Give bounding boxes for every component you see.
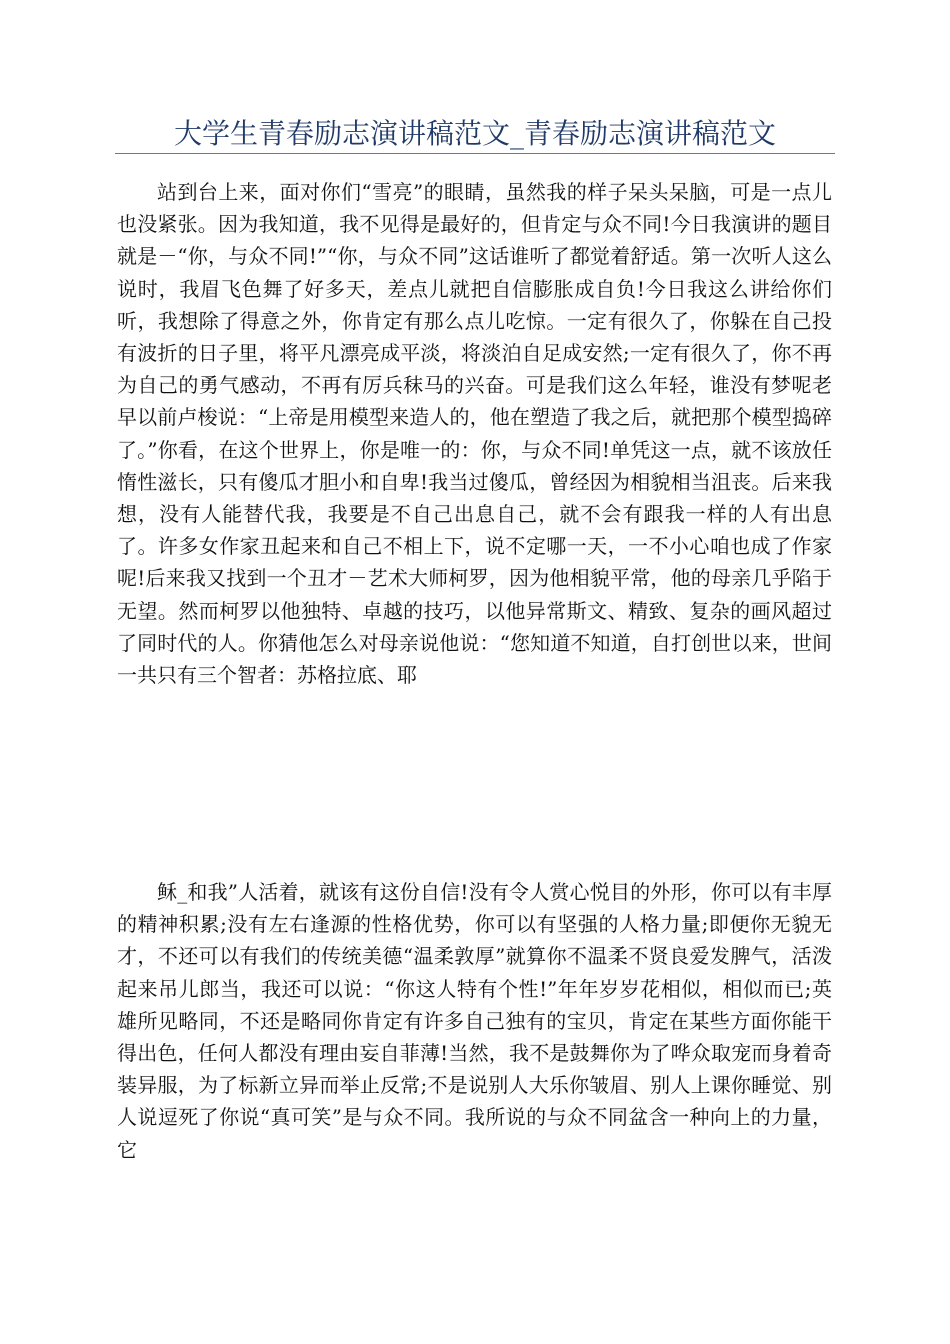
document-title: 大学生青春励志演讲稿范文_青春励志演讲稿范文 bbox=[173, 117, 776, 150]
body-paragraph-2: 稣_和我”人活着，就该有这份自信!没有令人赏心悦目的外形，你可以有丰厚的精神积累;没有左右逢源的性格优势，你可以有坚强的人格力量;即便你无貌无才，不还可以有我们的传统美德“温柔敦厚”就算你不温柔不贤良爱发脾气，活泼起来吊儿郎当，我还可以说：“你这人特有个性!”年年岁岁花相似，相似而已;英雄所见略同，不还是略同你肯定有许多自己独有的宝贝，肯定在某些方面你能干得出色，任何人都没有理由妄自菲薄!当然，我不是鼓舞你为了哗众取宠而身着奇装异服，为了标新立异而举止反常;不是说别人大乐你皱眉、别人上课你睡觉、别人说逗死了你说“真可笑”是与众不同。我所说的与众不同盆含一种向上的力量，它 bbox=[117, 880, 832, 1162]
body-paragraph-1: 站到台上来，面对你们“雪亮”的眼睛，虽然我的样子呆头呆脑，可是一点儿也没紧张。因为我知道，我不见得是最好的，但肯定与众不同!今日我演讲的题目就是－“你，与众不同!”“你，与众不同”这话谁听了都觉着舒适。第一次听人这么说时，我眉飞色舞了好多天，差点儿就把自信膨胀成自负!今日我这么讲给你们听，我想除了得意之外，你肯定有那么点儿吃惊。一定有很久了，你躲在自己投有波折的日子里，将平凡漂亮成平淡，将淡泊自足成安然;一定有很久了，你不再为自己的勇气感动，不再有厉兵秣马的兴奋。可是我们这么年轻，谁没有梦呢老早以前卢梭说：“上帝是用模型来造人的，他在塑造了我之后，就把那个模型捣碎了。”你看，在这个世界上，你是唯一的：你，与众不同!单凭这一点，就不该放任惰性滋长，只有傻瓜才胆小和自卑!我当过傻瓜，曾经因为相貌相当沮丧。后来我想，没有人能替代我，我要是不自己出息自己，就不会有跟我一样的人有出息了。许多女作家丑起来和自己不相上下，说不定哪一天，一不小心咱也成了作家呢!后来我又找到一个丑才－艺术大师柯罗，因为他相貌平常，他的母亲几乎陷于无望。然而柯罗以他独特、卓越的技巧，以他异常斯文、精致、复杂的画风超过了同时代的人。你猜他怎么对母亲说他说：“您知道不知道，自打创世以来，世间一共只有三个智者：苏格拉底、耶 bbox=[117, 180, 832, 688]
title-underline bbox=[115, 153, 835, 154]
